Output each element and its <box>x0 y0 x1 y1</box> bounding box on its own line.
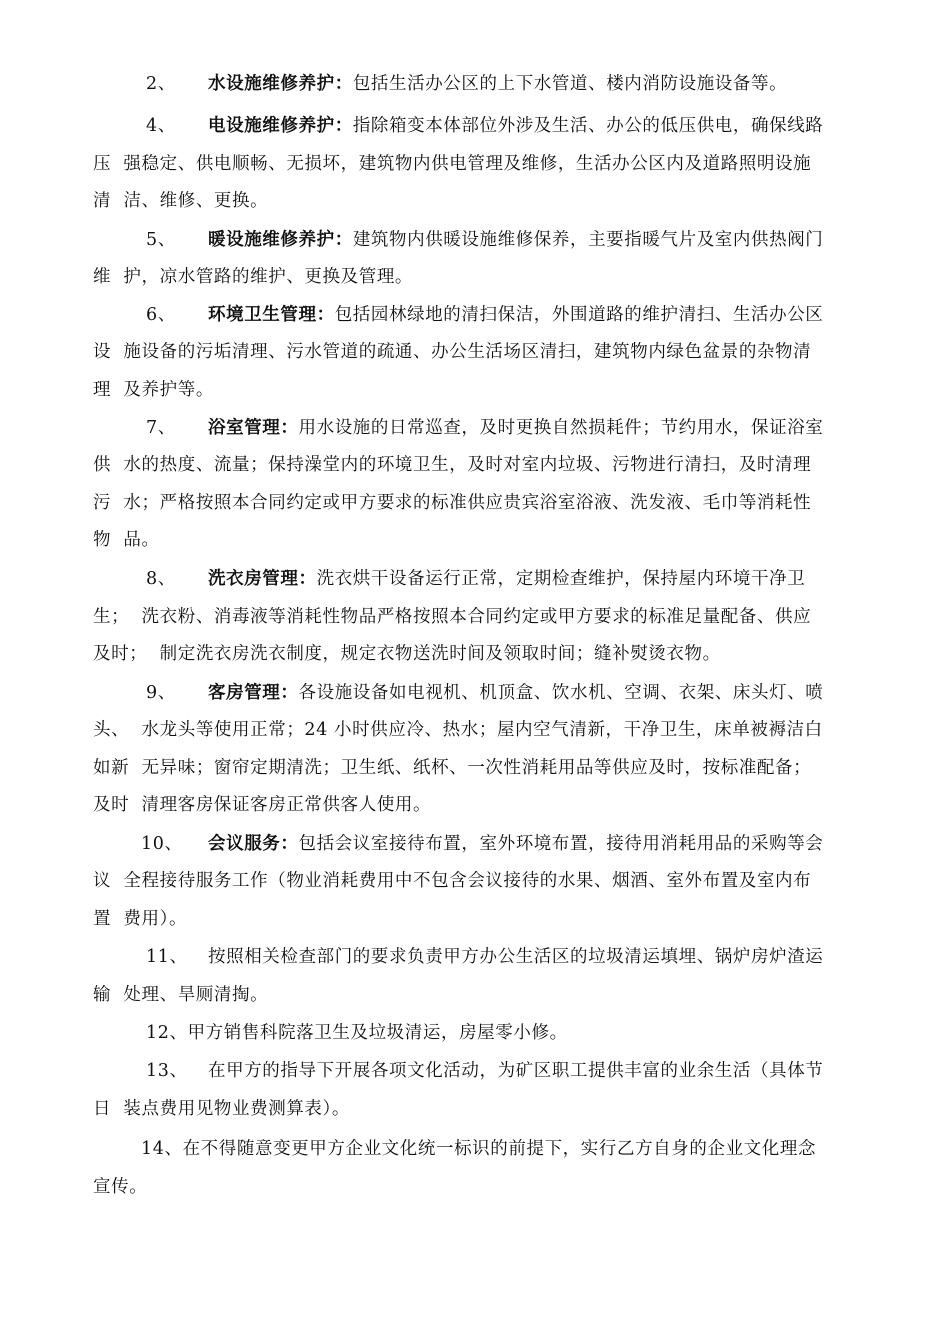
item-10-line-1 <box>141 832 823 856</box>
item-number: 8、 <box>146 569 176 589</box>
item-8-line-1 <box>146 567 805 591</box>
item-7-line-1 <box>146 416 823 440</box>
item-4-line-3: 清 洁、维修、更换。 <box>93 191 269 211</box>
item-text: 包括会议室接待布置，室外环境布置，接待用消耗用品的采购等会 <box>298 834 824 854</box>
item-number: 13、 <box>146 1061 188 1081</box>
item-14-line-1 <box>141 1137 816 1161</box>
item-text: 建筑物内供暖设施维修保养，主要指暖气片及室内供热阀门 <box>352 230 824 250</box>
item-number: 10、 <box>141 834 183 854</box>
item-7-line-3: 污 水；严格按照本合同约定或甲方要求的标准供应贵宾浴室浴液、洗发液、毛巾等消耗性 <box>93 493 812 513</box>
item-number: 5、 <box>146 230 176 250</box>
item-text: 在不得随意变更甲方企业文化统一标识的前提下，实行乙方自身的企业文化理念 <box>182 1139 817 1159</box>
item-number: 12、 <box>146 1023 188 1043</box>
item-text: 甲方销售科院落卫生及垃圾清运，房屋零小修。 <box>187 1023 568 1043</box>
item-14-line-2: 宣传。 <box>93 1177 148 1197</box>
item-5-line-1 <box>146 228 823 252</box>
item-heading: 环境卫生管理： <box>208 305 335 325</box>
item-9-line-4: 及时 清理客房保证客房正常供客人使用。 <box>93 795 432 815</box>
item-heading: 客房管理： <box>208 683 299 703</box>
item-13-line-2: 日 装点费用见物业费测算表）。 <box>93 1099 350 1119</box>
item-4-line-2: 压 强稳定、供电顺畅、无损坏，建筑物内供电管理及维修，生活办公区内及道路照明设施 <box>93 154 812 174</box>
item-10-line-2: 议 全程接待服务工作（物业消耗费用中不包含会议接待的水果、烟酒、室外布置及室内布 <box>93 871 812 891</box>
item-heading: 浴室管理： <box>208 418 299 438</box>
item-text: 包括生活办公区的上下水管道、楼内消防设施设备等。 <box>352 74 788 94</box>
item-text: 用水设施的日常巡查，及时更换自然损耗件；节约用水，保证浴室 <box>298 418 824 438</box>
item-11-line-2: 输 处理、旱厕清掏。 <box>93 985 269 1005</box>
item-6-line-1 <box>146 303 823 327</box>
item-5-line-2: 维 护，凉水管路的维护、更换及管理。 <box>93 267 414 287</box>
item-number: 7、 <box>146 418 176 438</box>
item-number: 14、 <box>141 1139 183 1159</box>
item-heading: 暖设施维修养护： <box>208 230 353 250</box>
item-6-line-2: 设 施设备的污垢清理、污水管道的疏通、办公生活场区清扫，建筑物内绿色盆景的杂物清 <box>93 342 812 362</box>
item-text: 指除箱变本体部位外涉及生活、办公的低压供电，确保线路 <box>352 116 824 136</box>
item-7-line-2: 供 水的热度、流量；保持澡堂内的环境卫生，及时对室内垃圾、污物进行清扫，及时清理 <box>93 455 812 475</box>
item-8-line-3: 及时； 制定洗衣房洗衣制度，规定衣物送洗时间及领取时间；缝补熨烫衣物。 <box>93 644 721 664</box>
item-8-line-2: 生； 洗衣粉、消毒液等消耗性物品严格按照本合同约定或甲方要求的标准足量配备、供应 <box>93 607 812 627</box>
item-7-line-4: 物 品。 <box>93 530 160 550</box>
item-heading: 电设施维修养护： <box>208 116 353 136</box>
item-number: 4、 <box>146 116 176 136</box>
item-text: 包括园林绿地的清扫保洁，外围道路的维护清扫、生活办公区 <box>334 305 824 325</box>
item-number: 6、 <box>146 305 176 325</box>
item-heading: 洗衣房管理： <box>208 569 317 589</box>
item-number: 9、 <box>146 683 176 703</box>
item-number: 11、 <box>146 947 188 967</box>
item-text: 各设施设备如电视机、机顶盒、饮水机、空调、衣架、床头灯、喷 <box>298 683 824 703</box>
item-13-line-1 <box>146 1059 823 1083</box>
item-heading: 会议服务： <box>208 834 299 854</box>
item-9-line-1 <box>146 681 823 705</box>
item-2-line-1 <box>146 72 787 96</box>
item-number: 2、 <box>146 74 176 94</box>
item-12-line-1 <box>146 1021 568 1045</box>
item-text: 洗衣烘干设备运行正常，定期检查维护，保持屋内环境干净卫 <box>316 569 806 589</box>
item-heading: 水设施维修养护： <box>208 74 353 94</box>
item-4-line-1 <box>146 114 823 138</box>
item-10-line-3: 置 费用）。 <box>93 909 188 929</box>
item-text: 在甲方的指导下开展各项文化活动，为矿区职工提供丰富的业余生活（具体节 <box>208 1061 824 1081</box>
item-text: 按照相关检查部门的要求负责甲方办公生活区的垃圾清运填埋、锅炉房炉渣运 <box>208 947 824 967</box>
item-9-line-2: 头、 水龙头等使用正常；24 小时供应冷、热水；屋内空气清新，干净卫生，床单被褥洁白 <box>93 720 823 740</box>
item-11-line-1 <box>146 945 823 969</box>
item-9-line-3: 如新 无异味；窗帘定期清洗；卫生纸、纸杯、一次性消耗用品等供应及时，按标准配备； <box>93 758 812 778</box>
item-6-line-3: 理 及养护等。 <box>93 380 214 400</box>
